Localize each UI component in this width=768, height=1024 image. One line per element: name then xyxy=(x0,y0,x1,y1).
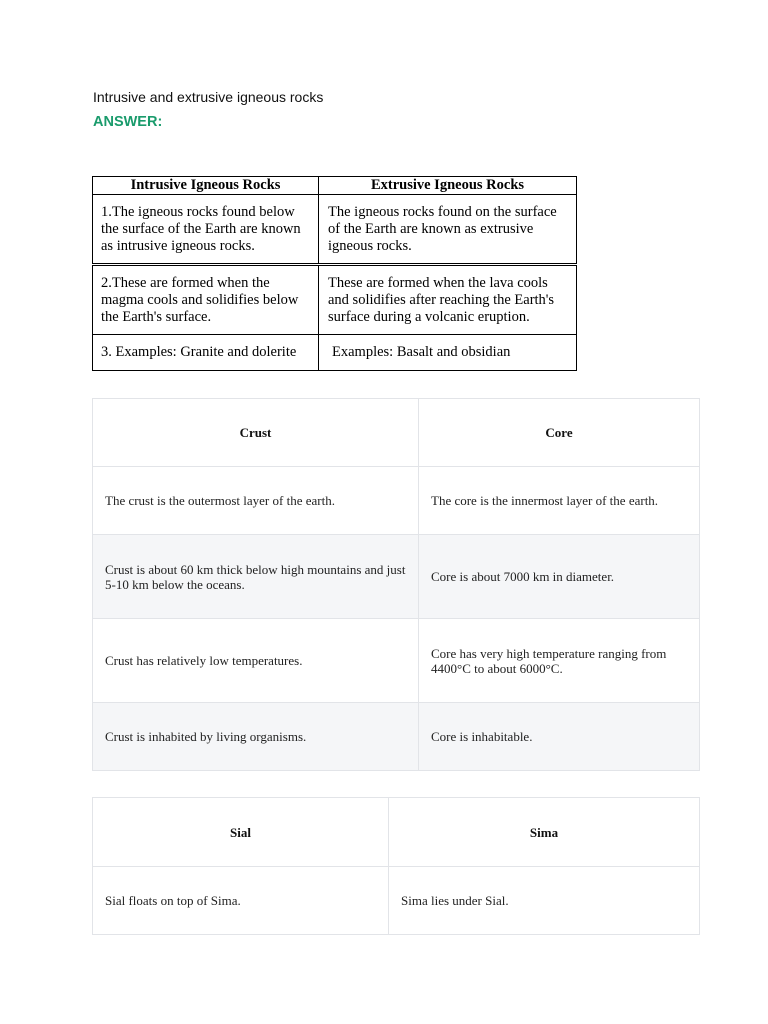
table-row xyxy=(93,195,577,265)
column-header-intrusive: Intrusive Igneous Rocks xyxy=(93,177,319,195)
column-header-sima: Sima xyxy=(389,798,700,867)
sial-sima-table xyxy=(92,797,700,935)
table-header-row xyxy=(93,798,700,867)
table-cell: 3. Examples: Granite and dolerite xyxy=(93,335,319,371)
column-header-sial: Sial xyxy=(93,798,389,867)
table-cell: Sima lies under Sial. xyxy=(389,867,700,935)
table-cell: Crust is inhabited by living organisms. xyxy=(93,703,419,771)
table-cell: Core is inhabitable. xyxy=(419,703,700,771)
table-row xyxy=(93,467,700,535)
table-row xyxy=(93,265,577,335)
table-row xyxy=(93,619,700,703)
page-heading: Intrusive and extrusive igneous rocks xyxy=(93,89,324,105)
table-cell: The igneous rocks found on the surface of the Earth are known as extrusive igneous rocks. xyxy=(319,195,577,265)
table-row xyxy=(93,335,577,371)
table-cell: 2.These are formed when the magma cools and solidifies below the Earth's surface. xyxy=(93,265,319,335)
igneous-rocks-table xyxy=(92,176,577,371)
table-cell: Crust is about 60 km thick below high mountains and just 5-10 km below the oceans. xyxy=(93,535,419,619)
table-cell: The core is the innermost layer of the earth. xyxy=(419,467,700,535)
table-header-row xyxy=(93,177,577,195)
table-cell: 1.The igneous rocks found below the surface of the Earth are known as intrusive igneous rocks. xyxy=(93,195,319,265)
table-row xyxy=(93,535,700,619)
table-cell: Core is about 7000 km in diameter. xyxy=(419,535,700,619)
column-header-core: Core xyxy=(419,399,700,467)
table-cell: These are formed when the lava cools and solidifies after reaching the Earth's surface during a volcanic eruption. xyxy=(319,265,577,335)
table-row xyxy=(93,703,700,771)
table-cell: The crust is the outermost layer of the earth. xyxy=(93,467,419,535)
table-cell: Core has very high temperature ranging from 4400°C to about 6000°C. xyxy=(419,619,700,703)
table-row xyxy=(93,867,700,935)
column-header-crust: Crust xyxy=(93,399,419,467)
table-cell: Crust has relatively low temperatures. xyxy=(93,619,419,703)
table-header-row xyxy=(93,399,700,467)
crust-core-table xyxy=(92,398,700,771)
column-header-extrusive: Extrusive Igneous Rocks xyxy=(319,177,577,195)
answer-label: ANSWER: xyxy=(93,114,163,130)
table-cell: Examples: Basalt and obsidian xyxy=(319,335,577,371)
table-cell: Sial floats on top of Sima. xyxy=(93,867,389,935)
